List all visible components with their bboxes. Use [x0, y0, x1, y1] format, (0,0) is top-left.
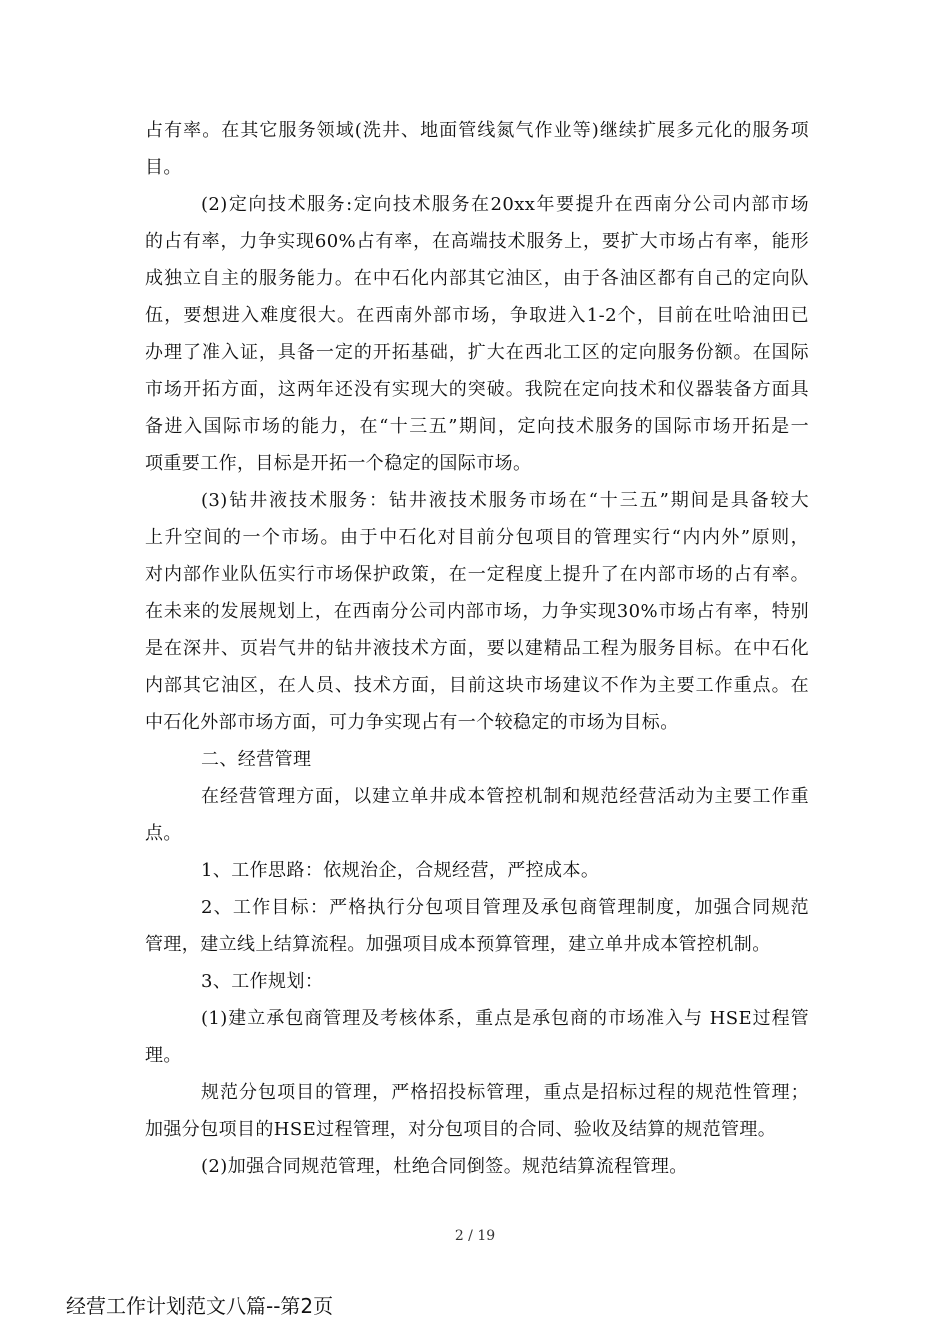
text-line: 管理，建立线上结算流程。加强项目成本预算管理，建立单井成本管控机制。: [145, 934, 771, 955]
text-line: 是在深井、页岩气井的钻井液技术方面，要以建精品工程为服务目标。在中石化: [145, 638, 809, 659]
text-line: 在未来的发展规划上，在西南分公司内部市场，力争实现30%市场占有率，特别: [145, 601, 809, 622]
text-line: 的占有率，力争实现60%占有率，在高端技术服务上，要扩大市场占有率，能形: [145, 231, 809, 252]
text-line: 上升空间的一个市场。由于中石化对目前分包项目的管理实行“内内外”原则，: [145, 527, 809, 548]
text-line: 点。: [145, 823, 182, 844]
text-line: 3、工作规划：: [201, 971, 324, 992]
text-line: 对内部作业队伍实行市场保护政策，在一定程度上提升了在内部市场的占有率。: [145, 564, 809, 585]
text-line: (3)钻井液技术服务：钻井液技术服务市场在“十三五”期间是具备较大: [201, 490, 809, 511]
page-number: 2 / 19: [454, 1228, 496, 1244]
text-line: 内部其它油区，在人员、技术方面，目前这块市场建议不作为主要工作重点。在: [145, 675, 809, 696]
text-line: 规范分包项目的管理，严格招投标管理，重点是招标过程的规范性管理；: [201, 1082, 809, 1103]
text-line: 二、经营管理: [201, 749, 312, 770]
text-line: 市场开拓方面，这两年还没有实现大的突破。我院在定向技术和仪器装备方面具: [145, 379, 809, 400]
text-line: 成独立自主的服务能力。在中石化内部其它油区，由于各油区都有自己的定向队: [145, 268, 809, 289]
text-line: 备进入国际市场的能力，在“十三五”期间，定向技术服务的国际市场开拓是一: [145, 416, 809, 437]
text-line: 项重要工作，目标是开拓一个稳定的国际市场。: [145, 453, 532, 474]
text-line: 加强分包项目的HSE过程管理，对分包项目的合同、验收及结算的规范管理。: [145, 1119, 777, 1140]
text-line: 伍，要想进入难度很大。在西南外部市场，争取进入1-2个，目前在吐哈油田已: [145, 305, 809, 326]
text-line: 办理了准入证，具备一定的开拓基础，扩大在西北工区的定向服务份额。在国际: [145, 342, 809, 363]
text-line: 中石化外部市场方面，可力争实现占有一个较稳定的市场为目标。: [145, 712, 679, 733]
text-line: 1、工作思路：依规治企，合规经营，严控成本。: [201, 860, 600, 881]
text-line: (1)建立承包商管理及考核体系，重点是承包商的市场准入与 HSE过程管: [201, 1008, 809, 1029]
text-line: 在经营管理方面，以建立单井成本管控机制和规范经营活动为主要工作重: [201, 786, 809, 807]
text-line: 目。: [145, 157, 182, 178]
document-footer-title: 经营工作计划范文八篇--第2页: [66, 1294, 334, 1318]
text-line: 理。: [145, 1045, 182, 1066]
text-line: (2)定向技术服务:定向技术服务在20xx年要提升在西南分公司内部市场: [201, 194, 809, 215]
text-line: (2)加强合同规范管理，杜绝合同倒签。规范结算流程管理。: [201, 1156, 688, 1177]
document-body: [145, 112, 809, 1185]
text-line: 2、工作目标：严格执行分包项目管理及承包商管理制度，加强合同规范: [201, 897, 809, 918]
text-line: 占有率。在其它服务领域(洗井、地面管线氮气作业等)继续扩展多元化的服务项: [145, 120, 809, 141]
